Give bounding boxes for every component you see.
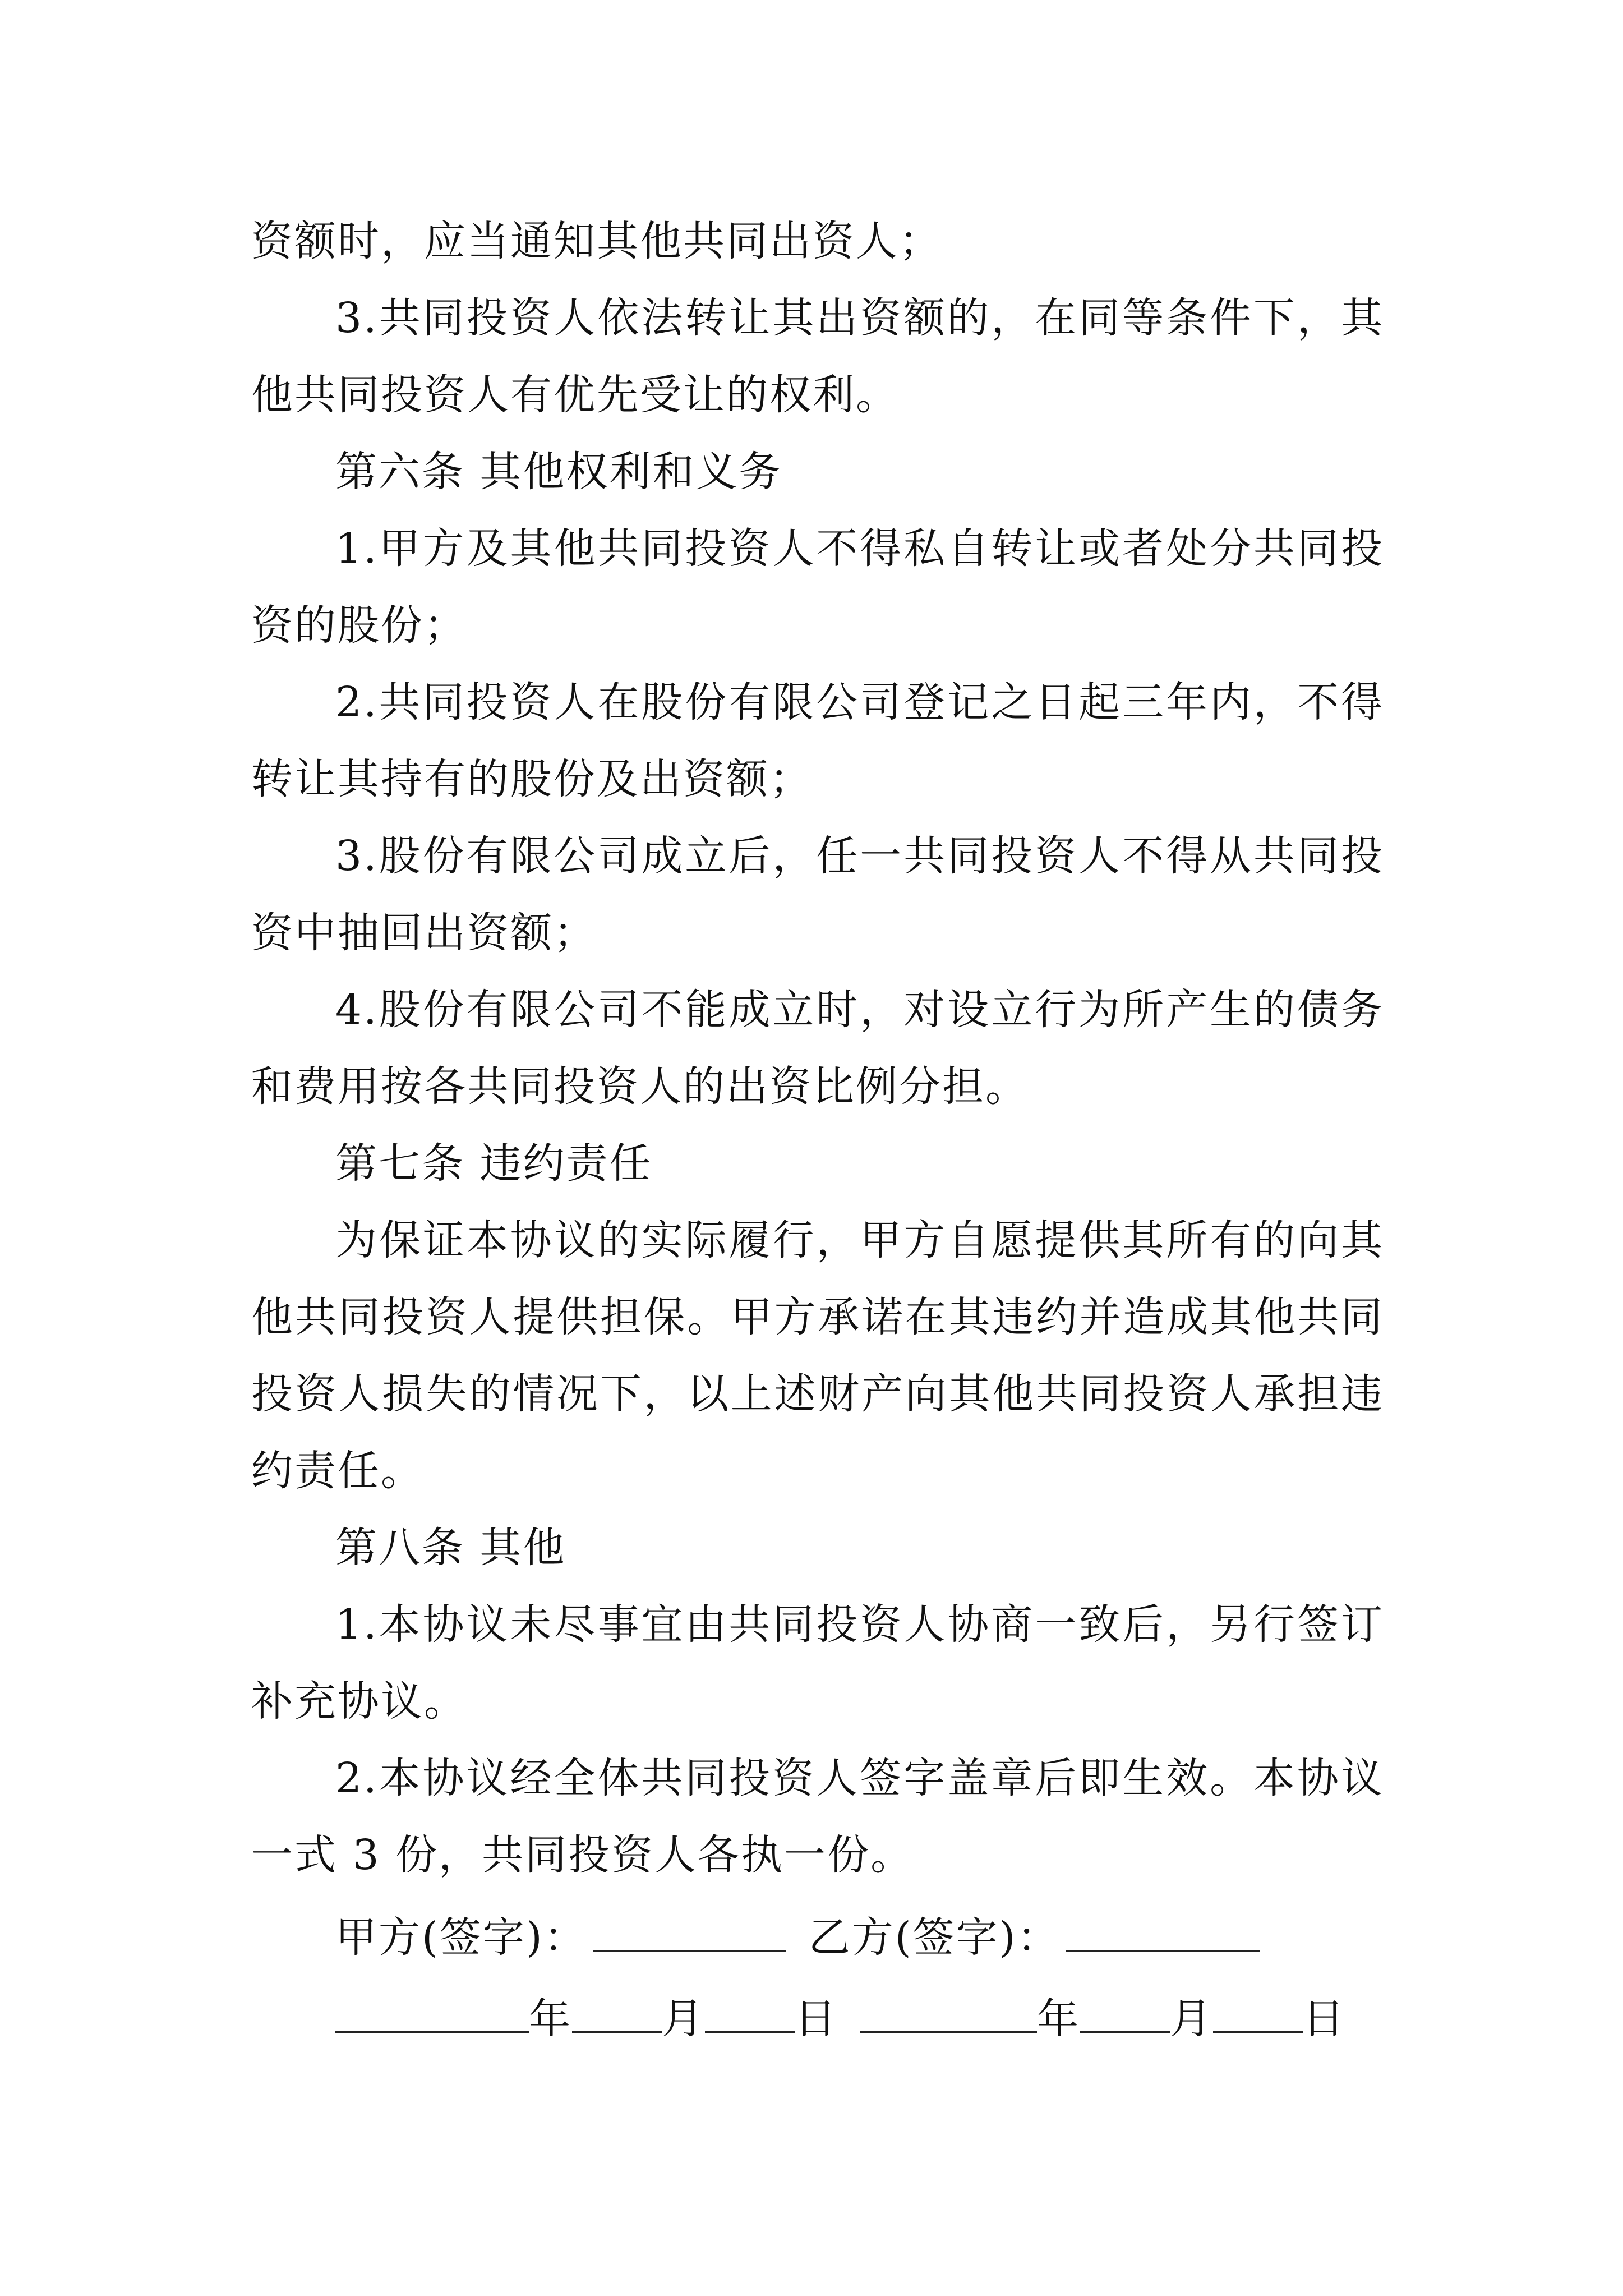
- party-a-year-label: 年: [529, 1995, 572, 2043]
- date-row: [251, 1981, 1384, 2058]
- article-8-heading: 第八条 其他: [335, 1524, 566, 1572]
- paragraph-clause-5-3: 3.共同投资人依法转让其出资额的，在同等条件下，其他共同投资人有优先受让的权利。: [251, 294, 1384, 419]
- paragraph-continuation: 资额时，应当通知其他共同出资人；: [251, 217, 942, 265]
- party-a-day-blank[interactable]: [705, 1999, 795, 2033]
- party-a-day-label: 日: [795, 1995, 838, 2043]
- party-b-signature-blank[interactable]: [1066, 1917, 1260, 1952]
- party-a-year-blank[interactable]: [335, 1999, 529, 2033]
- document-body: [251, 203, 1384, 2058]
- paragraph-article-7-body: 为保证本协议的实际履行，甲方自愿提供其所有的向其他共同投资人提供担保。甲方承诺在其违约并造成其他共同投资人损失的情况下，以上述财产向其他共同投资人承担违约责任。: [251, 1216, 1384, 1495]
- signature-row: [251, 1899, 1384, 1976]
- party-b-year-label: 年: [1037, 1995, 1080, 2043]
- party-a-signature-label: 甲方(签字)：: [335, 1913, 587, 1962]
- party-b-day-label: 日: [1303, 1995, 1346, 2043]
- paragraph-clause-6-1: 1.甲方及其他共同投资人不得私自转让或者处分共同投资的股份；: [251, 524, 1384, 650]
- article-6-heading: 第六条 其他权利和义务: [335, 448, 782, 496]
- article-7-heading: 第七条 违约责任: [335, 1139, 653, 1188]
- paragraph-clause-6-2: 2.共同投资人在股份有限公司登记之日起三年内，不得转让其持有的股份及出资额；: [251, 678, 1384, 803]
- party-b-day-blank[interactable]: [1213, 1999, 1303, 2033]
- paragraph-clause-6-4: 4.股份有限公司不能成立时，对设立行为所产生的债务和费用按各共同投资人的出资比例分担。: [251, 986, 1384, 1111]
- party-b-signature-label: 乙方(签字)：: [808, 1913, 1061, 1962]
- paragraph-clause-8-1: 1.本协议未尽事宜由共同投资人协商一致后，另行签订补充协议。: [251, 1600, 1384, 1726]
- party-a-signature-blank[interactable]: [593, 1917, 786, 1952]
- party-a-month-label: 月: [662, 1995, 705, 2043]
- party-b-month-label: 月: [1170, 1995, 1213, 2043]
- party-b-year-blank[interactable]: [860, 1999, 1037, 2033]
- paragraph-clause-6-3: 3.股份有限公司成立后，任一共同投资人不得从共同投资中抽回出资额；: [251, 832, 1384, 957]
- paragraph-clause-8-2: 2.本协议经全体共同投资人签字盖章后即生效。本协议一式 3 份，共同投资人各执一份。: [251, 1754, 1384, 1879]
- party-b-month-blank[interactable]: [1080, 1999, 1170, 2033]
- party-a-month-blank[interactable]: [572, 1999, 662, 2033]
